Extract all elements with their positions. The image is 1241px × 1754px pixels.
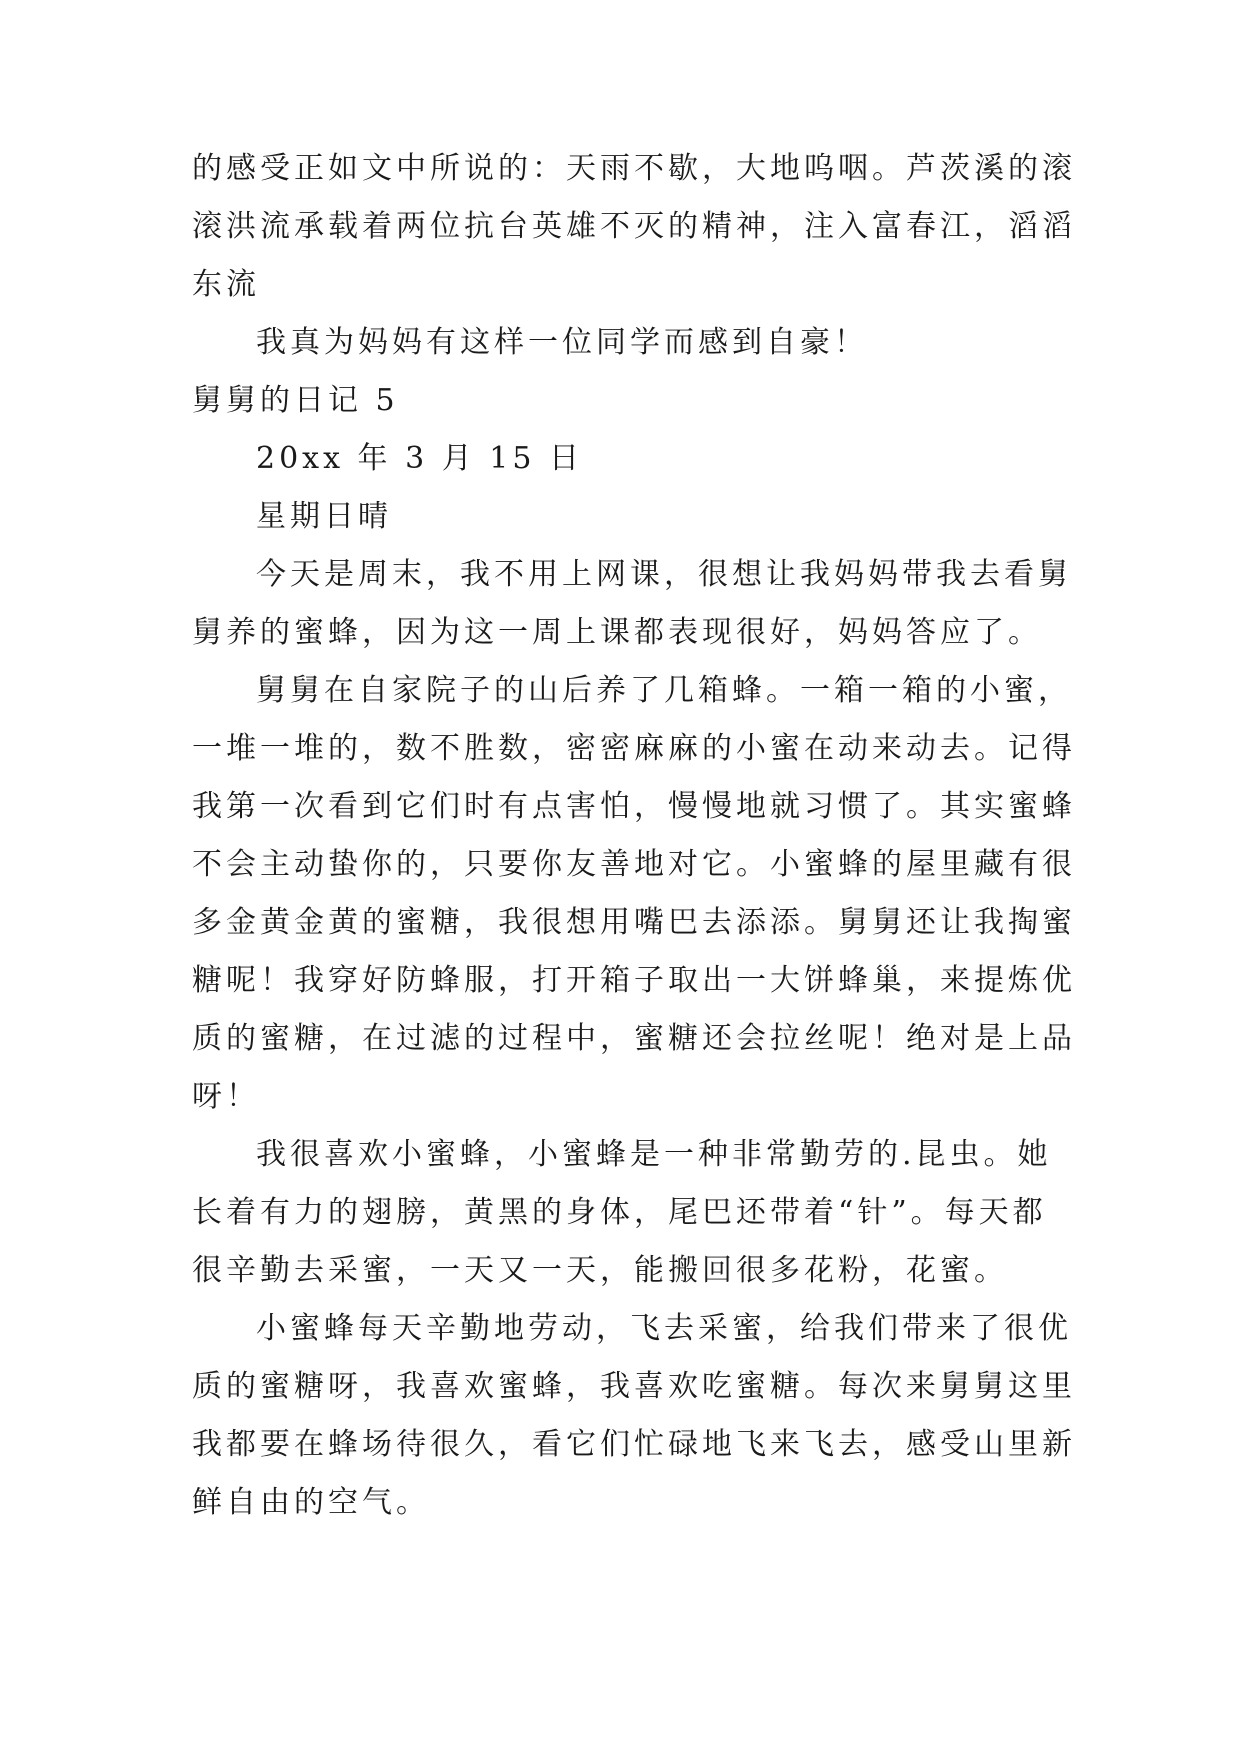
text-line: 一堆一堆的，数不胜数，密密麻麻的小蜜在动来动去。记得 bbox=[192, 731, 1076, 766]
text-line: 质的蜜糖，在过滤的过程中，蜜糖还会拉丝呢！绝对是上品 bbox=[192, 1021, 1076, 1056]
text-line: 今天是周末，我不用上网课，很想让我妈妈带我去看舅 bbox=[256, 557, 1072, 592]
text-line: 东流 bbox=[192, 267, 260, 302]
text-line: 舅养的蜜蜂，因为这一周上课都表现很好，妈妈答应了。 bbox=[192, 615, 1042, 650]
text-line: 我很喜欢小蜜蜂，小蜜蜂是一种非常勤劳的.昆虫。她 bbox=[256, 1137, 1052, 1172]
diary-date: 20xx 年 3 月 15 日 bbox=[256, 441, 583, 476]
text-line: 小蜜蜂每天辛勤地劳动，飞去采蜜，给我们带来了很优 bbox=[256, 1311, 1072, 1346]
text-line: 不会主动蛰你的，只要你友善地对它。小蜜蜂的屋里藏有很 bbox=[192, 847, 1076, 882]
diary-weather: 星期日晴 bbox=[256, 499, 392, 534]
text-line: 呀！ bbox=[192, 1079, 260, 1114]
section-title: 舅舅的日记 5 bbox=[192, 383, 399, 418]
text-line: 我都要在蜂场待很久，看它们忙碌地飞来飞去，感受山里新 bbox=[192, 1427, 1076, 1462]
text-line: 长着有力的翅膀，黄黑的身体，尾巴还带着“针”。每天都 bbox=[192, 1195, 1047, 1230]
text-line: 滚洪流承载着两位抗台英雄不灭的精神，注入富春江，滔滔 bbox=[192, 209, 1076, 244]
document-body bbox=[192, 140, 1076, 1532]
text-line: 质的蜜糖呀，我喜欢蜜蜂，我喜欢吃蜜糖。每次来舅舅这里 bbox=[192, 1369, 1076, 1404]
text-line: 我第一次看到它们时有点害怕，慢慢地就习惯了。其实蜜蜂 bbox=[192, 789, 1076, 824]
text-line: 很辛勤去采蜜，一天又一天，能搬回很多花粉，花蜜。 bbox=[192, 1253, 1008, 1288]
text-line: 舅舅在自家院子的山后养了几箱蜂。一箱一箱的小蜜， bbox=[256, 673, 1072, 708]
text-line: 糖呢！我穿好防蜂服，打开箱子取出一大饼蜂巢，来提炼优 bbox=[192, 963, 1076, 998]
text-line: 我真为妈妈有这样一位同学而感到自豪！ bbox=[256, 325, 868, 360]
text-line: 的感受正如文中所说的：天雨不歇，大地呜咽。芦茨溪的滚 bbox=[192, 151, 1076, 186]
text-line: 鲜自由的空气。 bbox=[192, 1485, 430, 1520]
text-line: 多金黄金黄的蜜糖，我很想用嘴巴去添添。舅舅还让我掏蜜 bbox=[192, 905, 1076, 940]
